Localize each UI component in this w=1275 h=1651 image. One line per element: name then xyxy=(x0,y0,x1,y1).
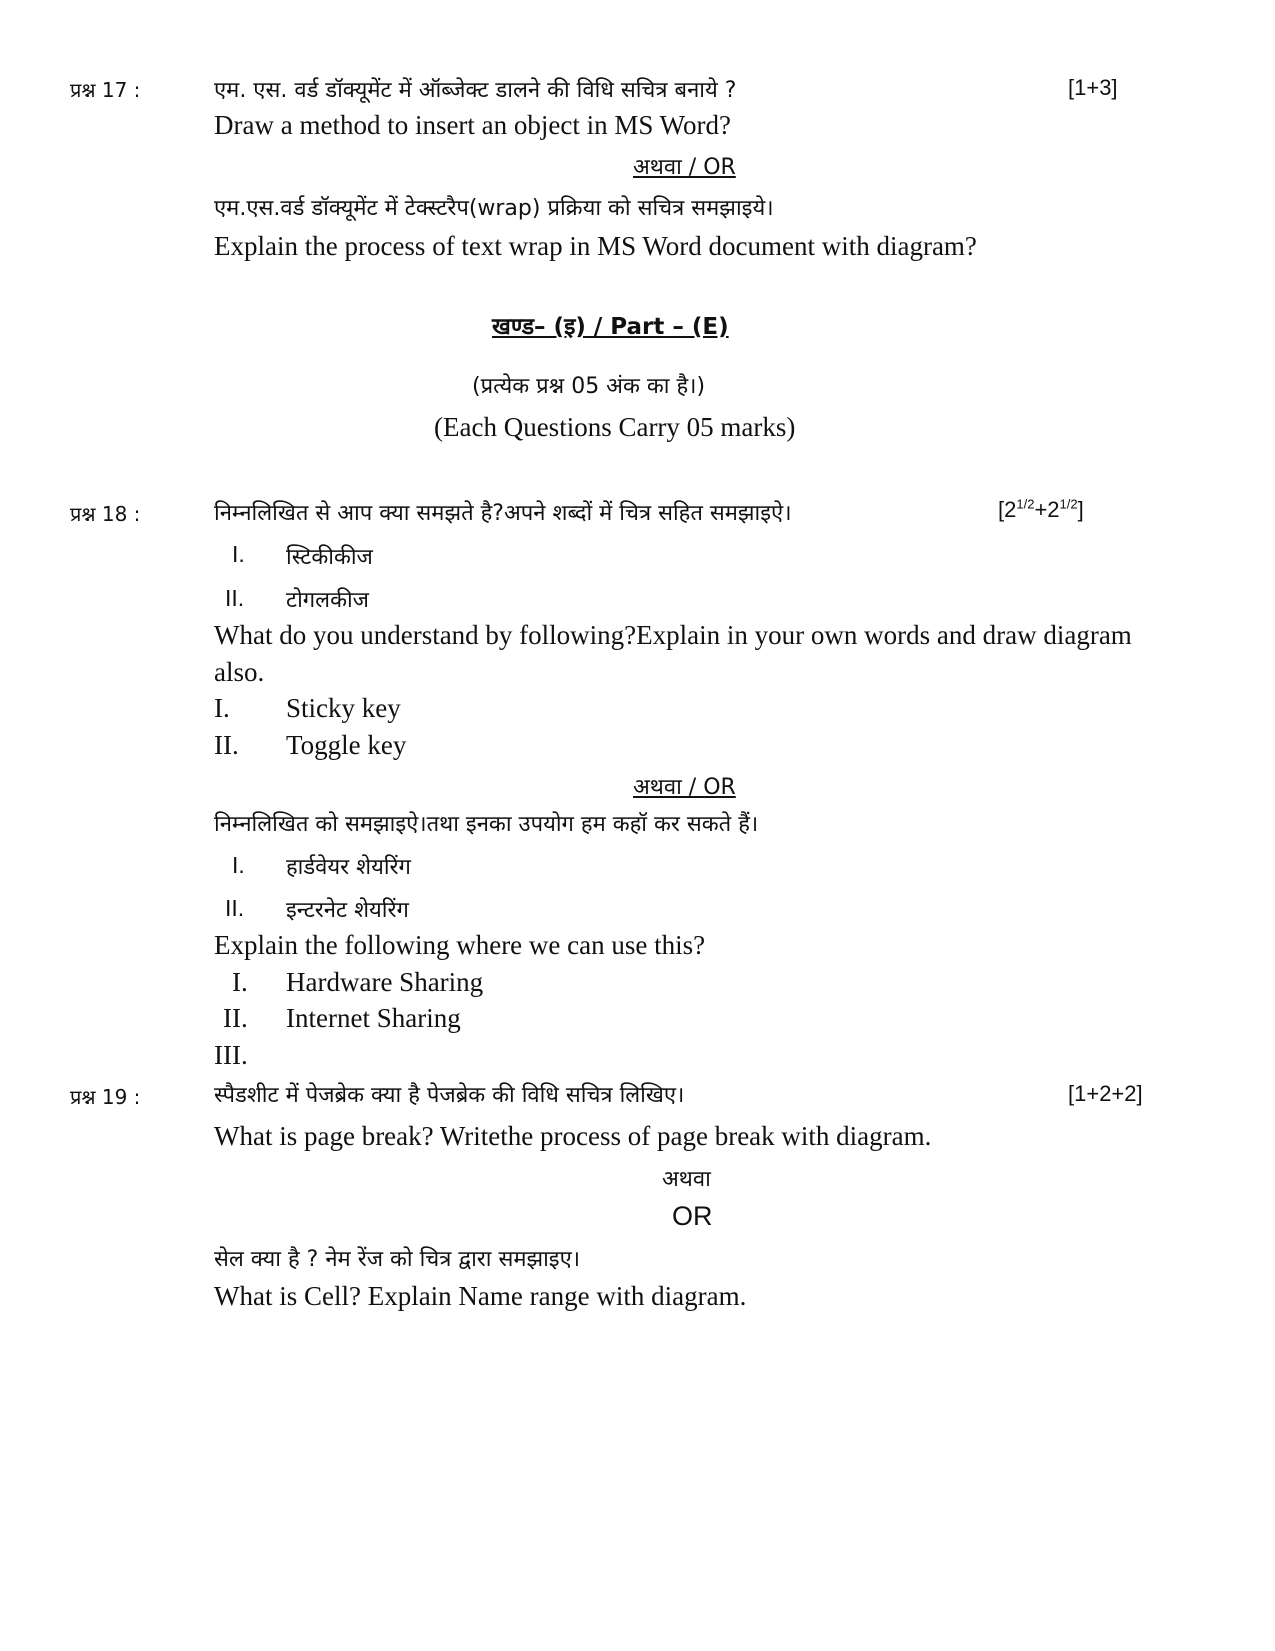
question-text-english: What do you understand by following?Explain in your own words and draw diagram xyxy=(214,620,1132,650)
alternative-question-hindi: एम.एस.वर्ड डॉक्यूमेंट में टेक्स्टरैप(wrap) प्रक्रिया को सचित्र समझाइये। xyxy=(214,196,774,221)
alternative-question-english: What is Cell? Explain Name range with diagram. xyxy=(214,1281,747,1311)
list-item-number: I. xyxy=(232,852,245,878)
question-text-hindi: निम्नलिखित से आप क्या समझते है?अपने शब्दों में चित्र सहित समझाइऐ। xyxy=(214,501,792,526)
question-text-hindi: स्पैडशीट में पेजब्रेक क्या है पेजब्रेक की विधि सचित्र लिखिए। xyxy=(214,1083,685,1108)
question-text-english: What is page break? Writethe process of page break with diagram. xyxy=(214,1121,932,1151)
list-item: Internet Sharing xyxy=(286,1003,461,1033)
marks-note-hindi: (प्रत्येक प्रश्न 05 अंक का है।) xyxy=(472,374,706,399)
list-item: Hardware Sharing xyxy=(286,967,484,997)
list-item: इन्टरनेट शेयरिंग xyxy=(286,898,409,923)
alternative-question-english: Explain the process of text wrap in MS Word document with diagram? xyxy=(214,231,977,261)
question-text-hindi: एम. एस. वर्ड डॉक्यूमेंट में ऑब्जेक्ट डालने की विधि सचित्र बनाये ? xyxy=(214,78,737,103)
list-item-number: I. xyxy=(232,541,245,567)
marks: [1+2+2] xyxy=(1068,1081,1143,1106)
list-item: स्टिकीकीज xyxy=(286,545,373,570)
list-item-number: II. xyxy=(225,585,245,611)
list-item-number: II. xyxy=(214,730,239,760)
question-text-english-cont: also. xyxy=(214,657,265,687)
part-heading: खण्ड– (इ) / Part – (E) xyxy=(492,314,729,340)
alternative-question-hindi: सेल क्या है ? नेम रेंज को चित्र द्वारा समझाइए। xyxy=(214,1247,581,1272)
list-item: हार्डवेयर शेयरिंग xyxy=(286,855,411,880)
list-item-number: II. xyxy=(225,895,245,921)
question-number: प्रश्न 18 : xyxy=(70,502,141,526)
list-item-number: I. xyxy=(214,693,230,723)
list-item: Toggle key xyxy=(286,730,407,760)
marks: [1+3] xyxy=(1068,75,1118,100)
alternative-question-english: Explain the following where we can use this? xyxy=(214,930,706,960)
list-item-number: I. xyxy=(232,967,248,997)
or-separator-hindi: अथवा xyxy=(662,1167,711,1192)
marks: $[2^{1/2}+2^{1/2}]$ xyxy=(998,496,1084,522)
question-text-english: Draw a method to insert an object in MS Word? xyxy=(214,110,731,140)
list-item: टोगलकीज xyxy=(286,588,370,613)
list-item-number: II. xyxy=(223,1003,248,1033)
question-number: प्रश्न 19 : xyxy=(70,1085,141,1109)
list-item: Sticky key xyxy=(286,693,401,723)
or-separator: अथवा / OR xyxy=(633,775,736,800)
marks-note-english: (Each Questions Carry 05 marks) xyxy=(434,412,796,442)
list-item-number: III. xyxy=(214,1040,248,1070)
question-number: प्रश्न 17 : xyxy=(70,78,141,102)
alternative-question-hindi: निम्नलिखित को समझाइऐ।तथा इनका उपयोग हम कहॉ कर सकते हैं। xyxy=(214,812,759,837)
or-separator-english: OR xyxy=(672,1201,713,1231)
or-separator: अथवा / OR xyxy=(633,155,736,180)
